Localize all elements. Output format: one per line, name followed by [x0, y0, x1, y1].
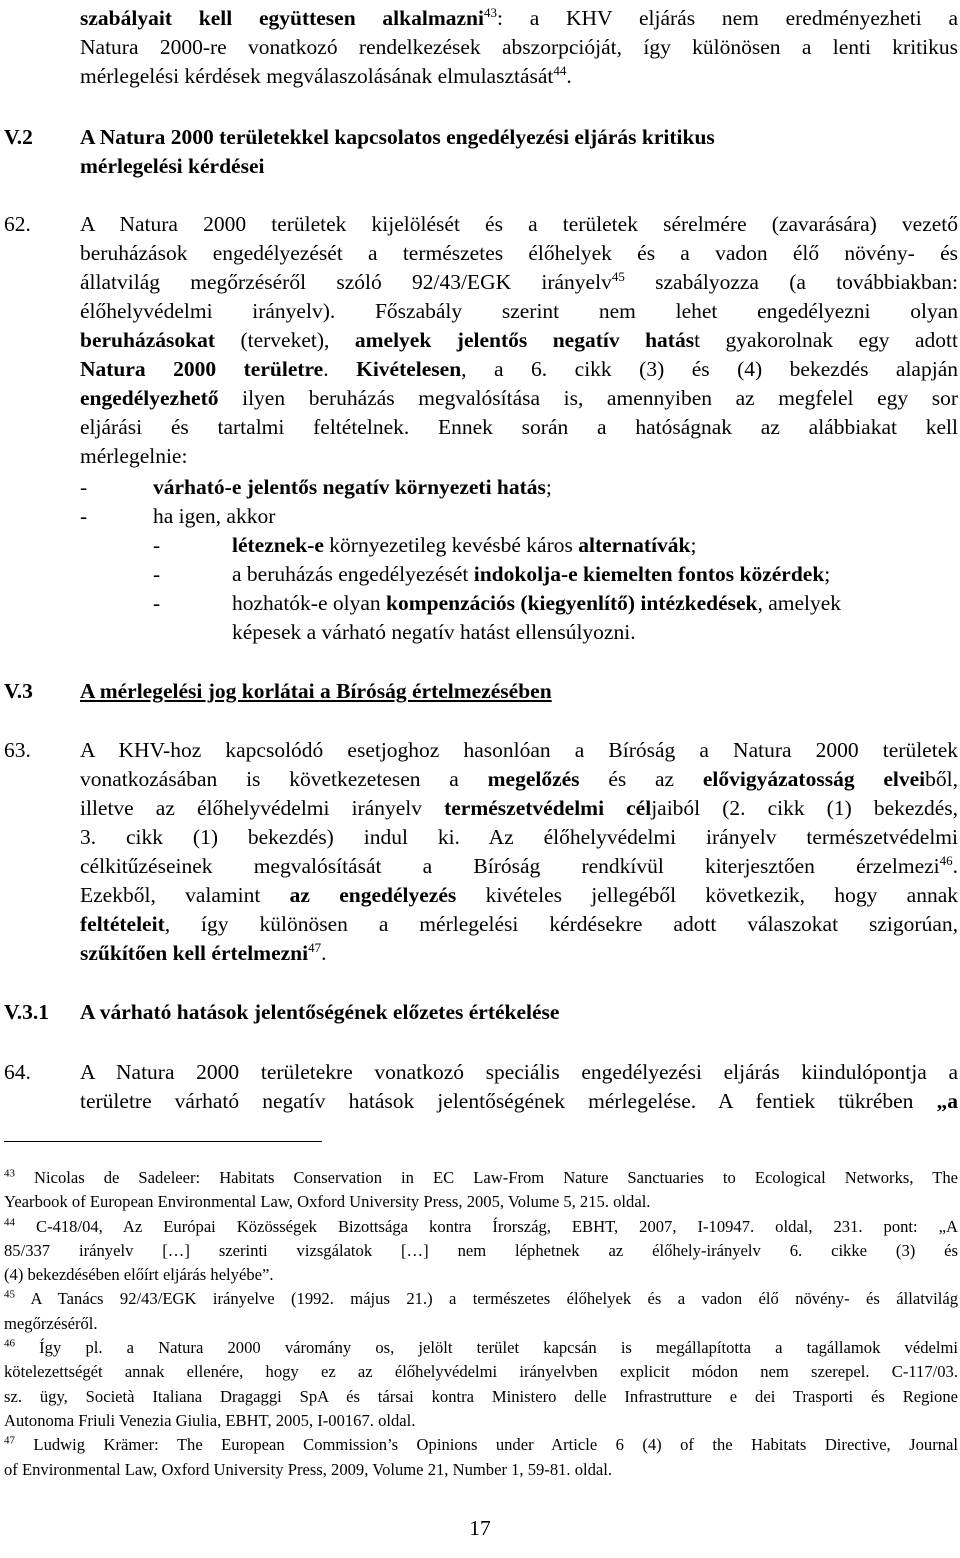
footnote-43: $^{43}$ Nicolas de Sadeleer: Habitats Conservation in EC Law-From Nature Sanctuaries to Ecological Networks, The Yearbook of European Environmental Law, Oxford University Press, 2005, Volume 5, 215. oldal.: [4, 1167, 958, 1212]
section-v31-number: V.3.1: [4, 1000, 50, 1024]
section-v2-number: V.2: [4, 125, 33, 149]
section-v2-title: A Natura 2000 területekkel kapcsolatos engedélyezési eljárás kritikus mérlegelési kérdései: [80, 125, 715, 178]
footnote-separator: [4, 1141, 322, 1142]
footnote-ref-47[interactable]: 47: [308, 939, 322, 955]
sub-list-item: - hozhatók-e olyan kompenzációs (kiegyenlítő) intézkedések, amelyek: [153, 591, 842, 615]
footnote-ref-43[interactable]: 43: [483, 4, 497, 20]
paragraph-64-number: 64.: [4, 1060, 31, 1084]
paragraph-63-number: 63.: [4, 738, 31, 762]
section-v3-title: A mérlegelési jog korlátai a Bíróság értelmezésében: [80, 679, 552, 703]
page-number: 17: [469, 1516, 491, 1540]
intro-line-1: szabályait kell együttesen alkalmazni$^{43}$: a KHV eljárás nem eredményezheti a: [80, 4, 958, 30]
section-v3-number: V.3: [4, 679, 33, 703]
footnote-47: $^{47}$ Ludwig Krämer: The European Commission’s Opinions under Article 6 (4) of the Habitats Directive, Journal of Environmental Law, Oxford University Press, 2009, Volume 21, Number 1, 59-81. oldal.: [4, 1434, 958, 1479]
intro-paragraph: [80, 4, 958, 91]
paragraph-64: A Natura 2000 területekre vonatkozó speciális engedélyezési eljárás kiindulópontja a területre várható negatív hatások jelentőségének mérlegelése. A fentiek tükrében „a: [80, 1060, 958, 1113]
paragraph-62: A Natura 2000 területek kijelölését és a területek sérelmére (zavarására) vezető beruházások engedélyezését a természetes élőhelyek és a vadon élő növény- és állatvilág megőrzéséről szóló 92/43/EGK irányelv$^{45}$ szabályozza (a továbbiakban: élőhelyvédelmi irányelv). Főszabály szerint nem lehet engedélyezni olyan beruházásokat (terveket), amelyek jelentős negatív hatást gyakorolnak egy adott Natura 2000 területre. Kivételesen, a 6. cikk (3) és (4) bekezdés alapján engedélyezhető ilyen beruházás megvalósítása is, amennyiben az megfelel egy sor eljárási és tartalmi feltételnek. Ennek során a hatóságnak az alábbiakat kell mérlegelnie:: [80, 212, 958, 468]
footnote-44: $^{44}$ C-418/04, Az Európai Közösségek Bizottsága kontra Írország, EBHT, 2007, I-10947. oldal, 231. pont: „A 85/337 irányelv […] szerinti vizsgálatok […] nem léphetnek az élőhely-irányelv 6. cikke (3) és (4) bekezdésében előírt eljárás helyébe”.: [4, 1216, 958, 1285]
paragraph-62-number: 62.: [4, 212, 31, 236]
paragraph-63: A KHV-hoz kapcsolódó esetjoghoz hasonlóan a Bíróság a Natura 2000 területek vonatkozásában is következetesen a megelőzés és az elővigyázatosság elveiből, illetve az élőhelyvédelmi irányelv természetvédelmi céljaiból (2. cikk (1) bekezdés, 3. cikk (1) bekezdés) indul ki. Az élőhelyvédelmi irányelv természetvédelmi célkitűzéseinek megvalósítását a Bíróság rendkívül kiterjesztően érzelmezi$^{46}$. Ezekből, valamint az engedélyezés kivételes jellegéből következik, hogy annak feltételeit, így különösen a mérlegelési kérdésekre adott válaszokat szigorúan, szűkítően kell értelmezni$^{47}$.: [80, 738, 958, 965]
footnote-ref-45[interactable]: 45: [611, 268, 625, 284]
list-item: - ha igen, akkor: [80, 504, 276, 528]
footnote-46: $^{46}$ Így pl. a Natura 2000 váromány os, jelölt terület kapcsán is megállapította a tagállamok védelmi kötelezettségét annak ellenére, hogy ez az élőhelyvédelmi irányelvben explicit módon nem szerepel. C-117/03. sz. ügy, Società Italiana Dragaggi SpA és társai kontra Ministero delle Infrastrutture e dei Trasporti és Regione Autonoma Friuli Venezia Giulia, EBHT, 2005, I-00167. oldal.: [4, 1337, 958, 1430]
intro-line-2: Natura 2000-re vonatkozó rendelkezések abszorpcióját, így különösen a lenti kritikus: [80, 35, 958, 59]
footnotes: [4, 1166, 958, 1482]
intro-line-3: mérlegelési kérdések megválaszolásának elmulasztását$^{44}$.: [80, 62, 572, 88]
footnote-ref-44[interactable]: 44: [553, 62, 567, 78]
list-item: - várható-e jelentős negatív környezeti hatás;: [80, 475, 552, 499]
sub-list-item-continuation: képesek a várható negatív hatást ellensúlyozni.: [232, 620, 636, 644]
sub-list-item: - a beruházás engedélyezését indokolja-e kiemelten fontos közérdek;: [153, 562, 831, 586]
sub-list-item: - léteznek-e környezetileg kevésbé káros alternatívák;: [153, 533, 697, 557]
footnote-ref-46[interactable]: 46: [939, 852, 953, 868]
footnote-45: $^{45}$ A Tanács 92/43/EGK irányelve (1992. május 21.) a természetes élőhelyek és a vadon élő növény- és állatvilág megőrzéséről.: [4, 1288, 958, 1333]
section-v31-title: A várható hatások jelentőségének előzetes értékelése: [80, 1000, 560, 1024]
criteria-list: [80, 473, 958, 647]
